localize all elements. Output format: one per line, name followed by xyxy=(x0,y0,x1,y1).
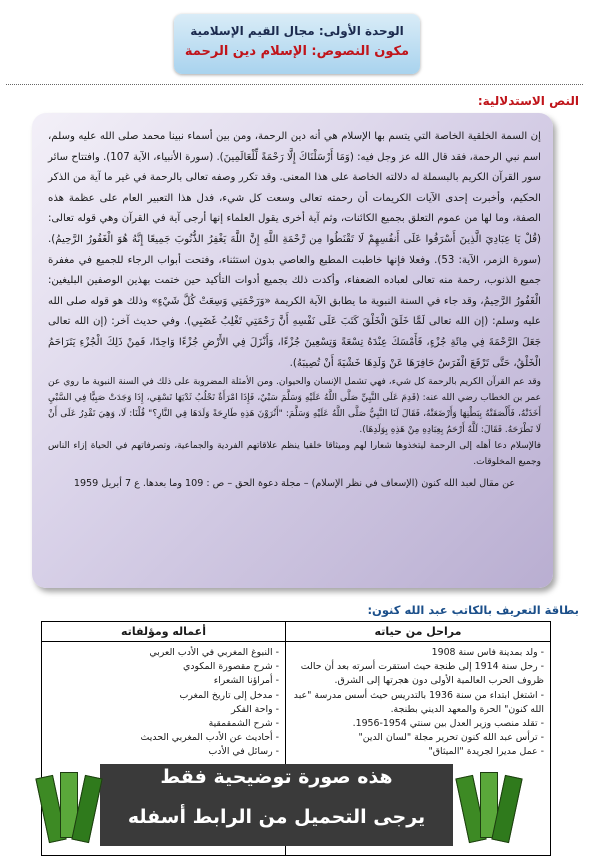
works-item: - مدخل إلى تاريخ المغرب xyxy=(179,689,279,701)
works-item: - أمراؤنا الشعراء xyxy=(213,675,279,687)
text-paragraph-1: إن السمة الخلقية الخاصة التي يتسم بها الإسلام هي أنه دين الرحمة، ومن بين أسماء نبينا محمد صلى الله عليه وسلم، اسم نبي الرحمة، فقد قال الله عز وجل فيه: (وَمَا أَرْسَلْنَاكَ إِلَّا رَحْمَةً لِّلْعَالَمِينَ). (سورة الأنبياء، الآية 107). وافتتاح سائر سور القرآن الكريم بالبسملة له دلالته الخاصة على هذا المعنى. وقد تكرر وصفه تعالى بالرحمة في غير ما آية من الذكر الحكيم، وأخبرت إحدى الآيات الكريمات أن رحمته تعالى وسعت كل شيء، فدل هذا التعبير العام على عظمة هذه الصفة، وما لها من عموم التعلق بجميع الكائنات، وثم آية أخرى يقول العلماء إنها أرجى آية في القرآن وهي قوله تعالى: (قُلْ يَا عِبَادِيَ الَّذِينَ أَسْرَفُوا عَلَى أَنفُسِهِمْ لَا تَقْنَطُوا مِن رَّحْمَةِ اللَّهِ إِنَّ اللَّهَ يَغْفِرُ الذُّنُوبَ جَمِيعًا إِنَّهُ هُوَ الْغَفُورُ الرَّحِيمُ). (سورة الزمر، الآية: 53). وفعلا فإنها خاطبت المطيع والعاصي بدون استثناء، وفتحت أبواب الرجاء للجميع في مغفرة جميع الذنوب، رحمة منه تعالى لعباده الضعفاء، وأكدت ذلك بجميع أدوات التأكيد حين ختمت بهذين الوصفين البليغين: الْغَفُورُ الرَّحِيمُ، وقد جاء في السنة النبوية ما يطابق الآية الكريمة «وَرَحْمَتِي وَسِعَتْ كُلَّ شَيْءٍ» وذلك هو قوله صلى الله عليه وسلم: (إن الله تعالى لَمَّا خَلَقَ الْخَلْقَ كَتَبَ عَلَى نَفْسِهِ أَنَّ رَحْمَتِي تَغْلِبُ غَضَبِي). وفي حديث آخر: (إن الله تعالى جَعَلَ الرَّحْمَةَ فِي مِائَةِ جُزْءٍ، فَأَمْسَكَ عِنْدَهُ تِسْعَةً وَتِسْعِينَ جُزْءًا، وَأَنْزَلَ فِي الأَرْضِ جُزْءًا وَاحِدًا، فَمِنْ ذَلِكَ الْجُزْءِ يَتَرَاحَمُ الْخَلْقُ، حَتَّى تَرْفَعَ الْفَرَسُ حَافِرَهَا عَنْ وَلَدِهَا خَشْيَةَ أَنْ تُصِيبَهُ). xyxy=(48,131,542,369)
works-item: - شرح الشمقمقية xyxy=(208,718,279,730)
text-paragraph-3: فالإسلام دعا أهله إلى الرحمة ليتخذوها شعارا لهم وميثاقا خلقيا ينظم علاقاتهم الفردية والجماعية، وتصرفاتهم في الحياة إزاء الناس وجميع المخلوقات. xyxy=(48,441,541,468)
works-item: - رسائل في الأدب xyxy=(208,746,279,758)
life-item: - تقلد منصب وزير العدل بين سنتي 1954-1956. xyxy=(352,718,544,730)
life-item: - ترأس عبد الله كنون تحرير مجلة "لسان الدين" xyxy=(358,732,544,744)
divider xyxy=(6,84,583,85)
bio-title: بطاقة التعريف بالكاتب عبد الله كنون: xyxy=(367,603,579,617)
text-paragraph-2: وقد عم القرآن الكريم بالرحمة كل شيء، فهي تشمل الإنسان والحيوان. ومن الأمثلة المضروبة على ذلك في السنة النبوية ما روي عن عمر بن الخطاب رضي الله عنه: (قَدِمَ عَلَى النَّبِيِّ صَلَّى اللَّهُ عَلَيْهِ وَسَلَّمَ سَبْيٌ، فَإِذَا امْرَأَةٌ تَحْلُبُ ثَدْيَهَا تَسْقِي، إِذَا وَجَدَتْ صَبِيًّا فِي السَّبْيِ أَخَذَتْهُ، فَأَلْصَقَتْهُ بِبَطْنِهَا وَأَرْضَعَتْهُ، فَقَالَ لَنَا النَّبِيُّ صَلَّى اللَّهُ عَلَيْهِ وَسَلَّمَ: "أَتُرَوْنَ هَذِهِ طَارِحَةً وَلَدَهَا فِي النَّارِ؟" قُلْنَا: لَا، وَهِيَ تَقْدِرُ عَلَى أَنْ لَا تَطْرَحَهُ. فَقَالَ: لَلَّهُ أَرْحَمُ بِعِبَادِهِ مِنْ هَذِهِ بِوَلَدِهَا). xyxy=(48,377,541,436)
component-title: مكون النصوص: الإسلام دين الرحمة xyxy=(184,44,410,59)
life-item: - رحل سنة 1914 إلى طنجة حيث استقرت أسرته بعد أن حالت ظروف الحرب العالمية الأولى دون هجرتها إلى الشرق. xyxy=(300,661,544,687)
section-text-title: النص الاستدلالية: xyxy=(477,94,579,108)
life-item: - ولد بمدينة فاس سنة 1908 xyxy=(431,647,544,658)
banner-line-2: يرجى التحميل من الرابط أسفله xyxy=(127,806,426,828)
works-item: - أحاديث عن الأدب المغربي الحديث xyxy=(140,732,279,744)
works-item: - النبوغ المغربي في الأدب العربي xyxy=(149,647,279,658)
life-item: - عمل مديرا لجريدة "الميثاق" xyxy=(428,746,544,758)
col-header-life: مراحل من حياته xyxy=(286,622,551,642)
life-item: - اشتغل ابتداء من سنة 1936 بالتدريس حيث أسس مدرسة "عبد الله كنون" الحرة والمعهد الديني بطنجة. xyxy=(293,689,544,715)
banner-line-1: هذه صورة توضيحية فقط xyxy=(160,766,393,788)
unit-header xyxy=(174,14,420,74)
preview-banner xyxy=(100,764,453,846)
books-left-icon xyxy=(38,762,98,846)
works-item: - واحة الفكر xyxy=(231,703,279,715)
unit-title: الوحدة الأولى: مجال القيم الإسلامية xyxy=(190,24,404,38)
text-source: عن مقال لعبد الله كنون (الإسعاف في نظر الإسلام) – مجلة دعوة الحق – ص : 109 وما بعدها. ع 7 أبريل 1959 xyxy=(73,478,516,490)
text-box xyxy=(32,113,553,588)
works-item: - شرح مقصورة المكودي xyxy=(183,661,279,673)
col-header-works: أعماله ومؤلفاته xyxy=(42,622,286,642)
books-right-icon xyxy=(458,762,518,846)
